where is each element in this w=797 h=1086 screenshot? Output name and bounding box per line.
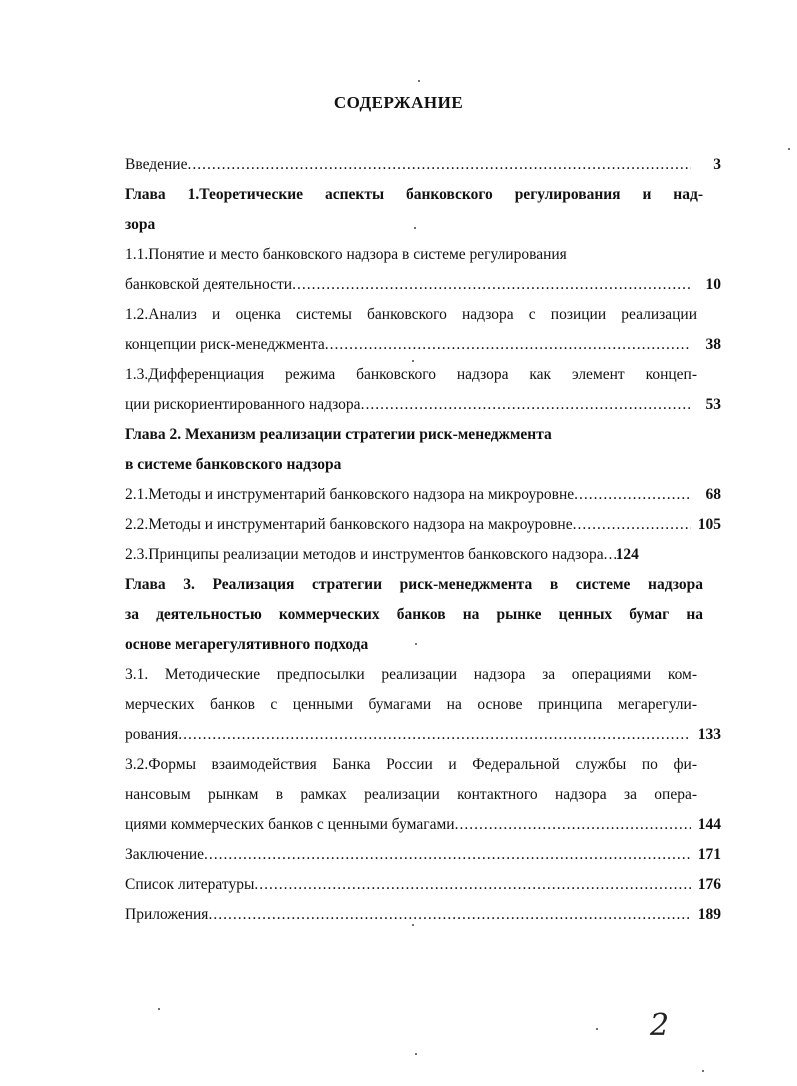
chapter-3-heading-cont	[125, 630, 721, 660]
dot-leader	[208, 900, 691, 930]
toc-entry-3-1-line2[interactable]: мерческих банков с ценными бумагами на основе принципа мегарегули-	[125, 696, 697, 713]
toc-entry-text: циями коммерческих банков с ценными бумагами	[125, 816, 455, 833]
heading-continuation: основе мегарегулятивного подхода	[125, 636, 369, 653]
toc-page-number: 124	[615, 546, 639, 563]
toc-entry-text: банковской деятельности	[125, 276, 293, 293]
chapter-1-heading[interactable]: Глава 1.Теоретические аспекты банковского регулирования и над-	[125, 186, 703, 203]
toc-entry-text: ции рискориентированного надзора	[125, 396, 361, 413]
toc-entry-text: Список литературы	[125, 876, 255, 893]
toc-entry-bibliography[interactable]	[125, 870, 721, 900]
toc-entry-3-2[interactable]	[125, 810, 721, 840]
toc-entry-3-2-line2[interactable]: нансовым рынкам в рамках реализации контактного надзора за опера-	[125, 786, 697, 803]
toc-entry-conclusion[interactable]	[125, 840, 721, 870]
dot-leader	[574, 480, 691, 510]
table-of-contents	[125, 150, 721, 930]
toc-page-number: 144	[697, 816, 721, 833]
toc-entry-1-2-line1[interactable]: 1.2.Анализ и оценка системы банковского надзора с позиции реализации	[125, 306, 697, 323]
handwritten-page-mark: 2	[650, 1008, 670, 1043]
toc-entry-1-3-line1[interactable]: 1.3.Дифференциация режима банковского надзора как элемент концеп-	[125, 366, 697, 383]
dot-leader	[204, 840, 691, 870]
toc-page-number: 189	[697, 906, 721, 923]
toc-entry-1-3[interactable]	[125, 390, 721, 420]
toc-page-number: 171	[697, 846, 721, 863]
heading-continuation: зора	[125, 216, 156, 233]
toc-entry-text: 2.2.Методы и инструментарий банковского надзора на макроуровне	[125, 516, 573, 533]
chapter-2-heading[interactable]	[125, 420, 721, 450]
toc-page-number: 10	[705, 276, 721, 293]
dot-leader	[254, 870, 691, 900]
dot-leader	[573, 510, 691, 540]
chapter-1-heading-cont	[125, 210, 721, 240]
chapter-3-heading-line2: за деятельностью коммерческих банков на рынке ценных бумаг на	[125, 606, 703, 623]
toc-entry-text: 1.1.Понятие и место банковского надзора в системе регулирования	[125, 246, 567, 263]
dot-leader	[325, 330, 691, 360]
toc-entry-appendices[interactable]	[125, 900, 721, 930]
heading-text: Глава 2. Механизм реализации стратегии риск-менеджмента	[125, 426, 552, 443]
toc-entry-1-1[interactable]	[125, 270, 721, 300]
toc-entry-text: Заключение	[125, 846, 205, 863]
toc-entry-2-1[interactable]	[125, 480, 721, 510]
toc-entry-3-1[interactable]	[125, 720, 721, 750]
toc-entry-text: 2.3.Принципы реализации методов и инструментов банковского надзора	[125, 546, 604, 563]
toc-entry-text: рования	[125, 726, 179, 743]
toc-entry-1-1-line1[interactable]	[125, 240, 721, 270]
toc-entry-1-2[interactable]	[125, 330, 721, 360]
dot-leader	[604, 540, 616, 570]
heading-continuation: в системе банковского надзора	[125, 456, 342, 473]
dot-leader	[178, 720, 691, 750]
toc-entry-2-3[interactable]	[125, 540, 721, 570]
toc-page-number: 133	[697, 726, 721, 743]
toc-entry-3-2-line1[interactable]: 3.2.Формы взаимодействия Банка России и Федеральной службы по фи-	[125, 756, 697, 773]
dot-leader	[187, 150, 691, 180]
toc-entry-text: концепции риск-менеджмента	[125, 336, 325, 353]
toc-entry-introduction[interactable]	[125, 150, 721, 180]
dot-leader	[292, 270, 691, 300]
toc-entry-3-1-line1[interactable]: 3.1. Методические предпосылки реализации надзора за операциями ком-	[125, 666, 697, 683]
toc-entry-text: Введение	[125, 156, 188, 173]
toc-page-number: 3	[713, 156, 721, 173]
dot-leader	[455, 810, 691, 840]
toc-entry-text: 2.1.Методы и инструментарий банковского надзора на микроуровне	[125, 486, 575, 503]
toc-page-number: 53	[705, 396, 721, 413]
toc-page-number: 38	[705, 336, 721, 353]
toc-page-number: 68	[705, 486, 721, 503]
toc-entry-text: Приложения	[125, 906, 209, 923]
toc-entry-2-2[interactable]	[125, 510, 721, 540]
toc-page-number: 105	[697, 516, 721, 533]
dot-leader	[361, 390, 691, 420]
toc-page-number: 176	[697, 876, 721, 893]
chapter-2-heading-cont	[125, 450, 721, 480]
chapter-3-heading[interactable]: Глава 3. Реализация стратегии риск-менеджмента в системе надзора	[125, 576, 703, 593]
page-title: СОДЕРЖАНИЕ	[333, 93, 464, 112]
